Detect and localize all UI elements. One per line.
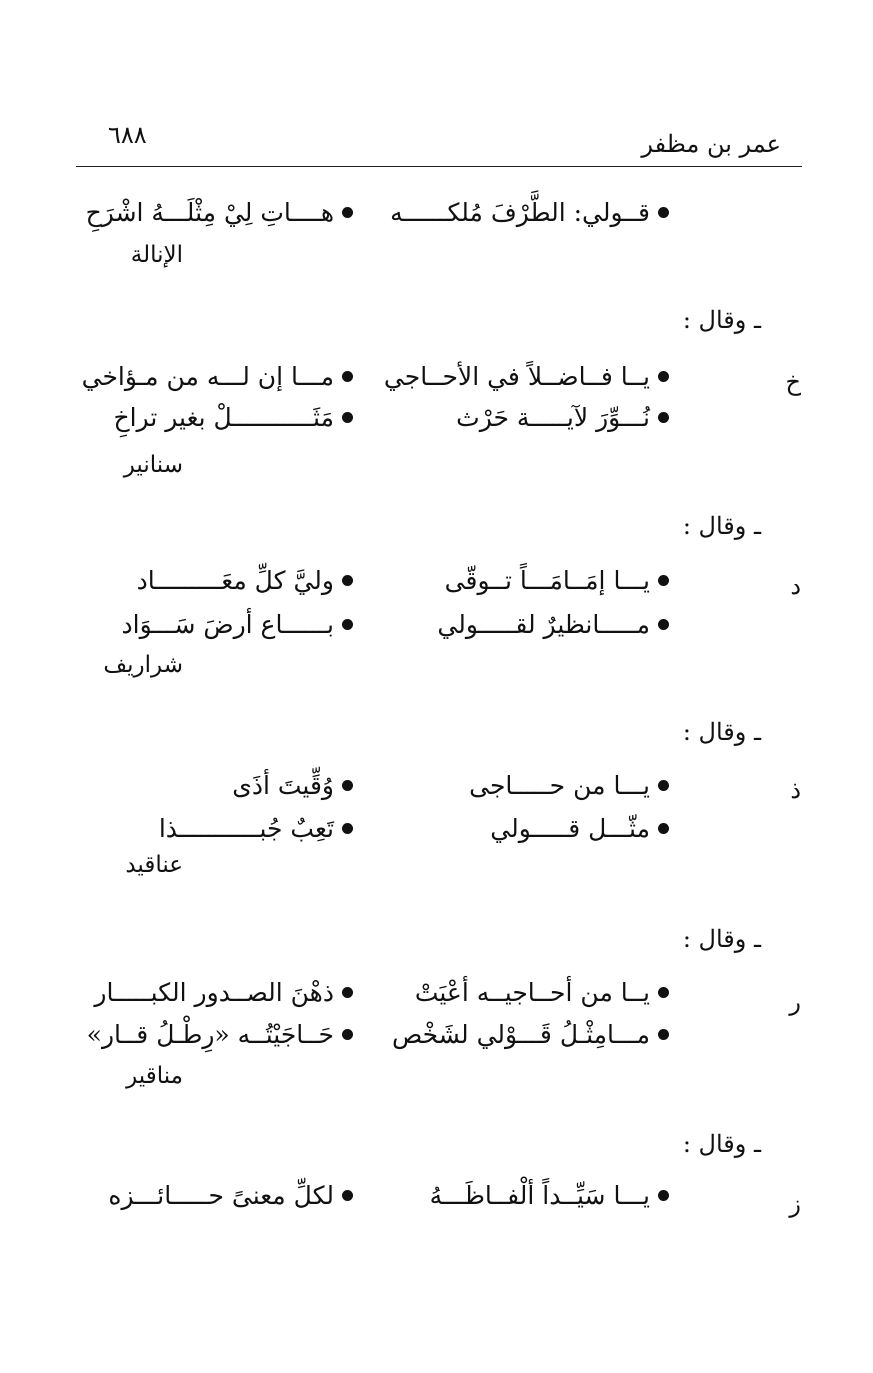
hemistich-second: تَعِبٌ جُبـــــــــــذا <box>159 816 353 841</box>
rhyme-letter: خ <box>785 368 801 396</box>
rhyme-letter: ذ <box>790 776 801 804</box>
riddle-answer: الإنالة <box>130 242 183 268</box>
hemistich-first: قــولي: الطَّرْفَ مُلكــــــه <box>390 200 669 225</box>
rhyme-letter: ز <box>789 1190 801 1218</box>
hemistich-first: مثّـــل قـــــولي <box>490 816 669 841</box>
hemistich-second: مَثَـــــــــــلْ بغير تراخِ <box>113 405 353 430</box>
rhyme-letter: د <box>790 572 801 600</box>
hemistich-first: يــا فــاضــلاً في الأحــاجي <box>384 364 669 389</box>
bullet-icon <box>342 412 353 423</box>
page-number: ٦٨٨ <box>108 121 147 149</box>
bullet-icon <box>342 987 353 998</box>
running-header-author: عمر بن مظفر <box>641 130 781 158</box>
bullet-icon <box>342 619 353 630</box>
intro-waqal: ـ وقال : <box>682 925 761 953</box>
hemistich-second: وليَّ كلِّ معَـــــــــاد <box>137 568 353 593</box>
bullet-icon <box>342 780 353 791</box>
bullet-icon <box>658 987 669 998</box>
rhyme-letter: ر <box>789 988 801 1016</box>
hemistich-first: يـــا إمَــامَـــاً تــوقّى <box>445 568 669 593</box>
riddle-answer: شراريف <box>103 652 183 678</box>
hemistich-second: وُقِّيتَ أذَى <box>232 773 353 798</box>
header-rule <box>76 166 802 167</box>
bullet-icon <box>658 207 669 218</box>
bullet-icon <box>342 1029 353 1040</box>
hemistich-second: حَــاجَيْتُــه «رِطْـلُ قــار» <box>87 1022 353 1047</box>
bullet-icon <box>658 371 669 382</box>
hemistich-second: لكلِّ معنىً حـــــائـــزه <box>108 1183 353 1208</box>
hemistich-first: يـــا من حـــــاجى <box>469 773 669 798</box>
bullet-icon <box>658 780 669 791</box>
bullet-icon <box>342 371 353 382</box>
intro-waqal: ـ وقال : <box>682 306 761 334</box>
riddle-answer: سنانير <box>123 452 183 478</box>
bullet-icon <box>658 1190 669 1201</box>
bullet-icon <box>658 823 669 834</box>
hemistich-second: مـــا إن لـــه من مـؤاخي <box>82 364 353 389</box>
hemistich-second: هــــاتِ لِيْ مِثْلَـــهُ اشْرَحِ <box>86 200 353 225</box>
bullet-icon <box>658 575 669 586</box>
hemistich-first: مـــامِثْـلُ قَـــوْلي لشَخْص <box>392 1022 669 1047</box>
intro-waqal: ـ وقال : <box>682 512 761 540</box>
intro-waqal: ـ وقال : <box>682 718 761 746</box>
bullet-icon <box>658 619 669 630</box>
bullet-icon <box>342 1190 353 1201</box>
riddle-answer: مناقير <box>126 1063 183 1089</box>
hemistich-first: مـــــانظيرٌ لقـــــولي <box>437 612 669 637</box>
intro-waqal: ـ وقال : <box>682 1130 761 1158</box>
hemistich-second: بــــــاع أرضَ سَـــوَاد <box>122 612 354 637</box>
bullet-icon <box>658 412 669 423</box>
hemistich-first: يـــا سَيِّــداً ألْفــاظَـــهُ <box>430 1183 669 1208</box>
bullet-icon <box>342 207 353 218</box>
bullet-icon <box>342 823 353 834</box>
hemistich-second: ذهْنَ الصــدور الكبـــــار <box>94 980 353 1005</box>
hemistich-first: نُـــوِّرَ لآيـــــة حَرْث <box>456 405 669 430</box>
hemistich-first: يــا من أحــاجيــه أعْيَتْ <box>415 980 669 1005</box>
riddle-answer: عناقيد <box>125 852 183 878</box>
bullet-icon <box>658 1029 669 1040</box>
bullet-icon <box>342 575 353 586</box>
